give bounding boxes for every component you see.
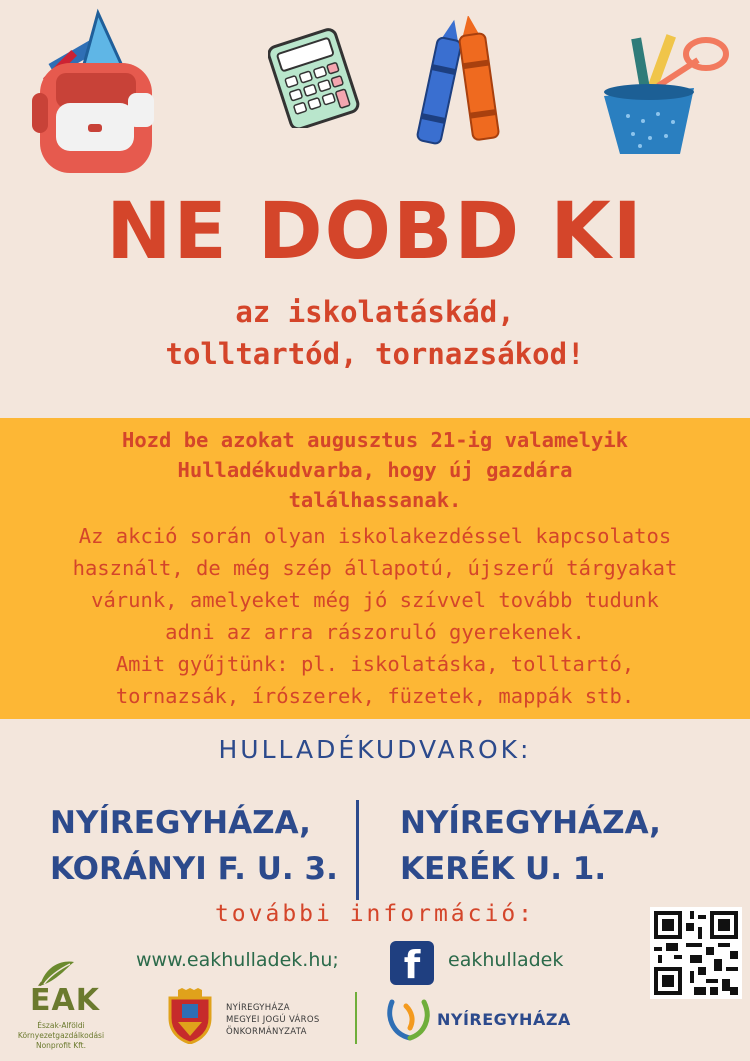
subtitle-line-2: tolltartód, tornazsákod! (165, 337, 585, 371)
info-title: további információ: (214, 901, 536, 927)
band-line-1: Az akció során olyan iskolakezdéssel kapcsolatos (78, 524, 672, 548)
yard-right-city: NYÍREGYHÁZA, (400, 805, 661, 841)
pencil-cup-illustration (598, 26, 738, 156)
eak-logo-text: ÉAK (30, 983, 100, 1018)
nyiregyhaza-brand-text: NYÍREGYHÁZA (437, 1010, 571, 1029)
headline: NE DOBD KI (106, 187, 644, 277)
facebook-name[interactable]: eakhulladek (448, 949, 564, 971)
logos-divider (355, 992, 357, 1044)
city-text-line-3: ÖNKORMÁNYZATA (226, 1027, 307, 1037)
calculator-illustration (268, 28, 360, 128)
city-text-line-1: NYÍREGYHÁZA (226, 1003, 290, 1013)
yard-right-address: KERÉK U. 1. (400, 851, 607, 887)
yard-left-city: NYÍREGYHÁZA, (50, 805, 311, 841)
eak-sub-line-1: Észak-Alföldi (37, 1021, 85, 1030)
yards-title: HULLADÉKUDVAROK: (218, 735, 532, 764)
crayons-illustration (408, 16, 508, 156)
band-line-6: tornazsák, írószerek, füzetek, mappák stb. (115, 684, 635, 708)
band-line-3: várunk, amelyeket még jó szívvel tovább tudunk (91, 588, 659, 612)
yards-divider (356, 800, 359, 900)
nyiregyhaza-brand-icon (384, 998, 434, 1042)
eak-sub-line-2: Környezetgazdálkodási (17, 1031, 105, 1040)
yard-left-address: KORÁNYI F. U. 3. (50, 851, 338, 887)
band-line-2: használt, de még szép állapotú, újszerű tárgyakat (72, 556, 678, 580)
eak-sub-line-3: Nonprofit Kft. (35, 1041, 87, 1050)
website-link[interactable]: www.eakhulladek.hu; (136, 949, 339, 971)
qr-code (650, 907, 742, 999)
band-bold-line-2: Hulladékudvarba, hogy új gazdára (177, 458, 573, 482)
band-line-4: adni az arra rászoruló gyerekenek. (165, 620, 585, 644)
band-line-5: Amit gyűjtünk: pl. iskolatáska, tolltartó, (115, 652, 635, 676)
band-bold-line-3: találhassanak. (288, 488, 462, 512)
subtitle-line-1: az iskolatáskád, (235, 295, 515, 329)
facebook-icon[interactable]: f (390, 941, 434, 985)
band-bold-line-1: Hozd be azokat augusztus 21-ig valamelyik (121, 428, 629, 452)
backpack-illustration (28, 8, 163, 178)
city-text-line-2: MEGYEI JOGÚ VÁROS (226, 1015, 320, 1025)
city-coat-of-arms-icon (164, 988, 216, 1044)
